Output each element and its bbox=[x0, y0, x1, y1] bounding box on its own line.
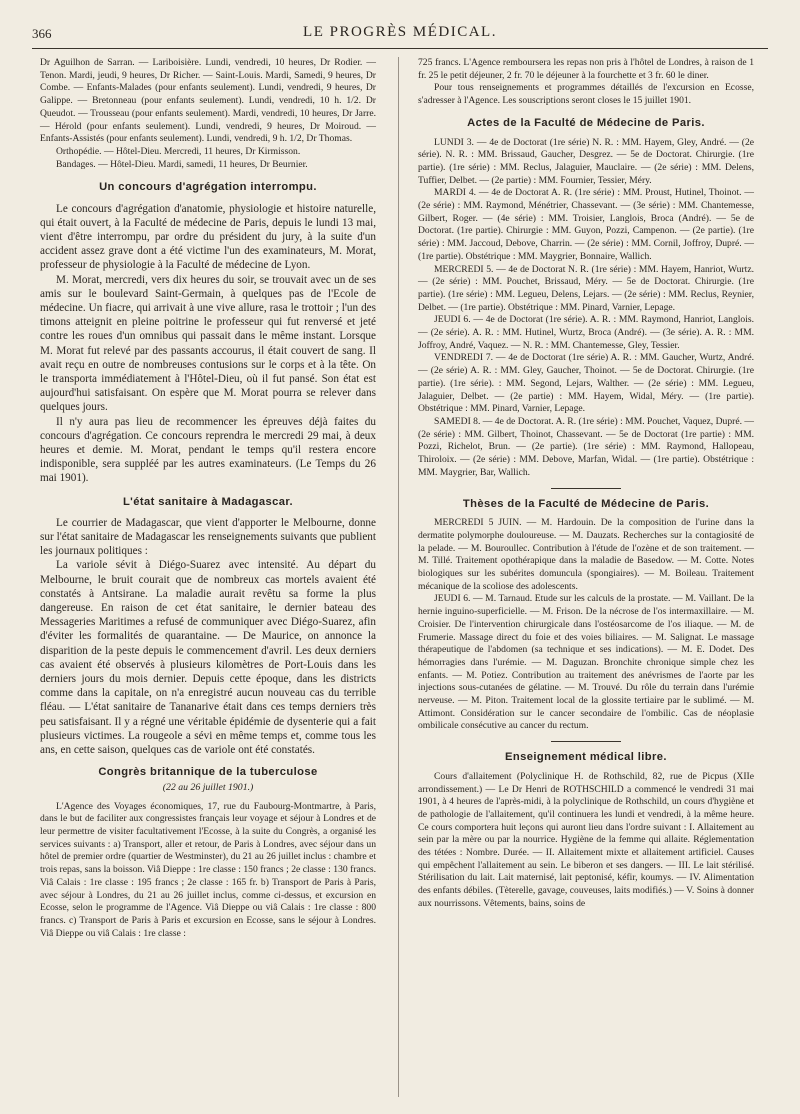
actes-day-entry: MERCREDI 5. — 4e de Doctorat N. R. (1re série) : MM. Hayem, Hanriot, Wurtz. — (2e série) : MM. Pouchet, Brissaud, Méry. — 5e de Doctorat. Chirurgie. (1re partie). (1re série) : MM. Legueu, Delens, Lejars. — (2e série) : MM. Reclus, Reynier, Delbet. — (1re partie). Obstétrique : MM. Pinard, Varnier, Lepage. bbox=[418, 263, 754, 313]
concours-section bbox=[40, 180, 376, 757]
section-rule bbox=[551, 488, 621, 489]
congres-paragraph: L'Agence des Voyages économiques, 17, rue du Faubourg-Montmartre, à Paris, dans le but de faciliter aux congressistes français leur voyage et séjour à Londres et de leur permettre de visiter facultativement l'Ecosse, à la suite du Congrès, a organisé les services suivants : a) Transport, aller et retour, de Paris à Londres, avec séjour dans un hôtel de premier ordre (quartier de Westminster), du 21 au 26 juillet inclus : chambre et trois repas, sans la boisson. Viâ Dieppe : 1re classe : 150 francs ; 2e classe : 130 francs. Viâ Calais : 1re classe : 195 francs ; 2e classe : 165 fr. b) Transport de Paris à Paris, avec séjour à Londres, du 21 au 26 juillet inclus, comme ci-dessus, et excursion en Ecosse, selon le programme de l'Agence. Viâ Dieppe ou viâ Calais : 1re classe : 800 francs. c) Transport de Paris à Paris et excursion en Ecosse, sans le séjour à Londres. Viâ Dieppe ou viâ Calais : 1re classe : bbox=[40, 800, 376, 939]
madagascar-paragraph: La variole sévit à Diégo-Suarez avec intensité. Au départ du Melbourne, le bruit courait que de nombreux cas mortels avaient été constatés à Antsirane. La maladie aurait revêtu sa forme la plus dangereuse. En raison de cet état sanitaire, le dernier bateau des Messageries Maritimes a refusé de communiquer avec Diégo-Suarez, afin d'éviter les formalités de quarantaine. — De Maurice, on annonce la disparition de la peste depuis le commencement d'avril. Les deux derniers cas avaient été observés à plusieurs kilomètres de Port-Louis dans les derniers jours du mois dernier. Depuis cette époque, dans les districts comme dans la capitale, on n'a enregistré aucun nouveau cas du terrible fléau. — L'état sanitaire de Tananarive était dans ces temps derniers très peu satisfaisant. Il y a régné une véritable épidémie de dysenterie qui a fait plusieurs victimes. La rougeole a sévi en même temps et, comme tous les ans, en cette saison, quelques cas de variole ont été constatés. bbox=[40, 559, 376, 757]
bandages-text: Bandages. — Hôtel-Dieu. Mardi, samedi, 11 heures, Dr Beurnier. bbox=[56, 158, 308, 170]
concours-paragraph: M. Morat, mercredi, vers dix heures du soir, se trouvait avec un de ses amis sur le boulevard Saint-Germain, à quelques pas de l'Ecole de médecine. Un fiacre, qui arrivait à une vive allure, rasa le trottoir ; l'un des timons atteignit en pleine poitrine le professeur qui fut renversé et jeté contre les roues d'un omnibus qui passait dans le même instant. Lorsque M. Morat fut relevé par des passants accourus, il était couvert de sang. Il avait reçu en outre de nombreuses contusions sur le corps et à la tête. On le transporta immédiatement à l'Hôtel-Dieu, où il fut pansé. Son état est aujourd'hui satisfaisant. On espère que M. Morat pourra se relever dans quelques jours. bbox=[40, 273, 376, 414]
page-number: 366 bbox=[32, 26, 52, 41]
congres-heading: Congrès britannique de la tuberculose bbox=[98, 766, 318, 779]
left-column bbox=[40, 57, 376, 940]
theses-day-entry: JEUDI 6. — M. Tarnaud. Etude sur les calculs de la prostate. — M. Vaillant. De la hernie inguino-superficielle. — M. Frison. De la nécrose de l'os intermaxillaire. — M. Croisier. De l'intervention chirurgicale dans l'ostéosarcome de l'os iliaque. — M. de Frumerie. Massage direct du foie et des voies biliaires. — M. Salignat. Le massage thérapeutique de l'abdomen (sa technique et ses indications). — M. E. Dodet. Des hémorragies dans l'urémie. — M. Daguzan. Bronchite chronique simple chez les enfants. — M. Potiez. Contribution au traitement des anévrismes de l'aorte par les injections sous-cutanées de gélatine. — M. Trouvé. Du rôle du terrain dans l'urémie nerveuse. — M. Piton. Traitement local de la glossite tertiaire par le sublimé. — M. Attimont. Considération sur le cancer secondaire de l'ombilic. Cas de néoplasie ombilicale consécutive au cancer du rectum. bbox=[418, 593, 754, 732]
theses-day-entry: MERCREDI 5 JUIN. — M. Hardouin. De la composition de l'urine dans la dermatite polymorphe douloureuse. — M. Dauzats. Recherches sur la contagiosité de la pelade. — M. Bouroullec. Contribution à l'étude de l'ozène et de son traitement. — M. Tillé. Traitement opothérapique dans la maladie de Basedow. — M. Cotte. Notes biologiques sur les subérites domuncula (spongiaires). — M. Boileau. Traitement mécanique de la scoliose des adolescents. bbox=[418, 517, 754, 592]
hospital-list-text: Dr Aguilhon de Sarran. — Lariboisière. Lundi, vendredi, 10 heures, Dr Rodier. — Tenon. Mardi, jeudi, 9 heures, Dr Richer. — Saint-Louis. Mardi, Samedi, 9 heures, Dr Combe. — Enfants-Malades (pour enfants seulement). Lundi, vendredi, 9 heures, Dr Galippe. — Bretonneau (pour enfants seulement). Lundi, vendredi, 10 h. 1/2. Dr Queudot. — Trousseau (pour enfants seulement). Mardi, vendredi, 10 heures, Dr Jarre. — Hérold (pour enfants seulement). Lundi, vendredi, 9 heures, Dr Moiroud. — Enfants-Assistés (pour enfants seulement). Lundi, vendredi, 9 h. 1/2, Dr Thomas. bbox=[40, 57, 376, 145]
journal-title: LE PROGRÈS MÉDICAL. bbox=[303, 24, 497, 40]
orthopedie-text: Orthopédie. — Hôtel-Dieu. Mercredi, 11 heures, Dr Kirmisson. bbox=[56, 145, 301, 157]
enseignement-paragraph: Cours d'allaitement (Polyclinique H. de Rothschild, 82, rue de Picpus (XIIe arrondissement.) — Le Dr Henri de ROTHSCHILD a commencé le vendredi 31 mai 1901, à 4 heures de l'après-midi, à la polyclinique de Rothschild, un cours d'hygiène et de pathologie de l'allaitement, qu'il continuera les lundi et vendredi, à la même heure. Ce cours comportera huit leçons qui auront lieu dans l'ordre suivant : I. Allaitement au sein par la mère ou par la nourrice. Hygiène de la femme qui allaite. Réglementation des tétées : Nombre. Durée. — II. Allaitement mixte et allaitement artificiel. Causes qui empêchent l'allaitement au sein. Le biberon et ses dangers. — III. Le lait stérilisé. Stérilisation du lait. Lait maternisé, lait peptonisé, kéfir, koumys. — IV. Alimentation des enfants débiles. (Tèterelle, gavage, couveuses, laits modifiés.) — V. Soins à donner aux nourrissons. Vêtements, bains, soins de bbox=[418, 770, 754, 909]
congres-continuation: 725 francs. L'Agence remboursera les repas non pris à l'hôtel de Londres, à raison de 1 fr. 25 le petit déjeuner, 2 fr. 70 le déjeuner à la fourchette et 3 fr. 60 le diner. bbox=[418, 57, 754, 81]
madagascar-heading: L'état sanitaire à Madagascar. bbox=[122, 495, 294, 508]
section-rule bbox=[551, 741, 621, 742]
right-column bbox=[418, 57, 754, 911]
column-divider bbox=[398, 57, 399, 1097]
actes-day-entry: JEUDI 6. — 4e de Doctorat (1re série). A. R. : MM. Raymond, Hanriot, Langlois. — (2e série). A. R. : MM. Hutinel, Wurtz, Broca (André). — (3e série). A. R. : MM. Joffroy, André, Vaquez. — N. R. : MM. Chantemesse, Gley, Tessier. bbox=[418, 314, 754, 351]
concours-heading: Un concours d'agrégation interrompu. bbox=[99, 181, 317, 194]
actes-day-entry: LUNDI 3. — 4e de Doctorat (1re série) N. R. : MM. Hayem, Gley, André. — (2e série). N. R. : MM. Brissaud, Gaucher, Desgrez. — 5e de Doctorat. Chirurgie. (1re partie). (1re série) : MM. Reclus, Jalaguier, Mauclaire. — (2e série) : MM. Delens, Tuffier, Delbet. — (2e partie) : MM. Fournier, Tessier, Méry. bbox=[418, 136, 754, 186]
madagascar-paragraph: Le courrier de Madagascar, que vient d'apporter le Melbourne, donne sur l'état sanitaire de Madagascar les renseignements suivants que publient les journaux politiques : bbox=[40, 516, 376, 558]
actes-heading: Actes de la Faculté de Médecine de Paris. bbox=[467, 116, 705, 129]
running-header bbox=[32, 22, 768, 49]
actes-day-entry: SAMEDI 8. — 4e de Doctorat. A. R. (1re série) : MM. Pouchet, Vaquez, Dupré. — (2e série) : MM. Gilbert, Thoinot, Chassevant. — 5e de Doctorat (1re partie) : MM. Pozzi, Richelot, Brun. — (2e partie). (1re série) : MM. Raymond, Hallopeau, Thiroloix. — (2e série) : MM. Debove, Marfan, Widal. — (1re partie). Obstétrique : MM. Maygrier, Bar, Wallich. bbox=[418, 415, 754, 478]
theses-heading: Thèses de la Faculté de Médecine de Paris. bbox=[462, 497, 710, 510]
actes-day-entry: MARDI 4. — 4e de Doctorat A. R. (1re série) : MM. Proust, Hutinel, Thoinot. — (2e série) : MM. Raymond, Ménétrier, Chassevant. — (3e série) : MM. Chantemesse, Gilbert, Roger. — (4e série) : MM. Troisier, Langlois, Broca (André). — 5e de Doctorat. (1re partie). Chirurgie : MM. Guyon, Pozzi, Campenon. — (2e partie). (1re série) : MM. Jaccoud, Debove, Charrin. — (2e série) : MM. Cornil, Joffroy, Dupré. — (1re partie). Obstétrique : MM. Maygrier, Bonnaire, Wallich. bbox=[418, 187, 754, 262]
concours-paragraph: Le concours d'agrégation d'anatomie, physiologie et histoire naturelle, qui était ouvert, à la Faculté de médecine de Paris, depuis le lundi 13 mai, vient d'être interrompu, par ordre du président du jury, à la suite d'un accident assez grave dont a été victime l'un des examinateurs, M. Morat, professeur de physiologie à la Faculté de médecine de Lyon. bbox=[40, 202, 376, 272]
enseignement-heading: Enseignement médical libre. bbox=[505, 751, 667, 764]
congres-dates: (22 au 26 juillet 1901.) bbox=[162, 781, 254, 793]
concours-paragraph: Il n'y aura pas lieu de recommencer les épreuves déjà faites du concours d'agrégation. Ce concours reprendra le mercredi 29 mai, à deux heures et demie. M. Morat, pendant le temps qu'il restera encore indisponible, sera suppléé par les autres examinateurs. (Le Temps du 26 mai 1901). bbox=[40, 415, 376, 485]
congres-continuation: Pour tous renseignements et programmes détaillés de l'excursion en Ecosse, s'adresser à l'Agence. Les souscriptions seront closes le 15 juillet 1901. bbox=[418, 82, 754, 107]
actes-day-entry: VENDREDI 7. — 4e de Doctorat (1re série) A. R. : MM. Gaucher, Wurtz, André. — (2e série) A. R. : MM. Gley, Gaucher, Thoinot. — 5e de Doctorat. Chirurgie. (1re partie). (1re série). : MM. Segond, Lejars, Walther. — (2e série) : MM. Legueu, Jalaguier, Delbet. — (2e partie) : MM. Hayem, Widal, Méry. — (1re partie). Obstétrique : MM. Pinard, Varnier, Lepage. bbox=[418, 352, 754, 415]
